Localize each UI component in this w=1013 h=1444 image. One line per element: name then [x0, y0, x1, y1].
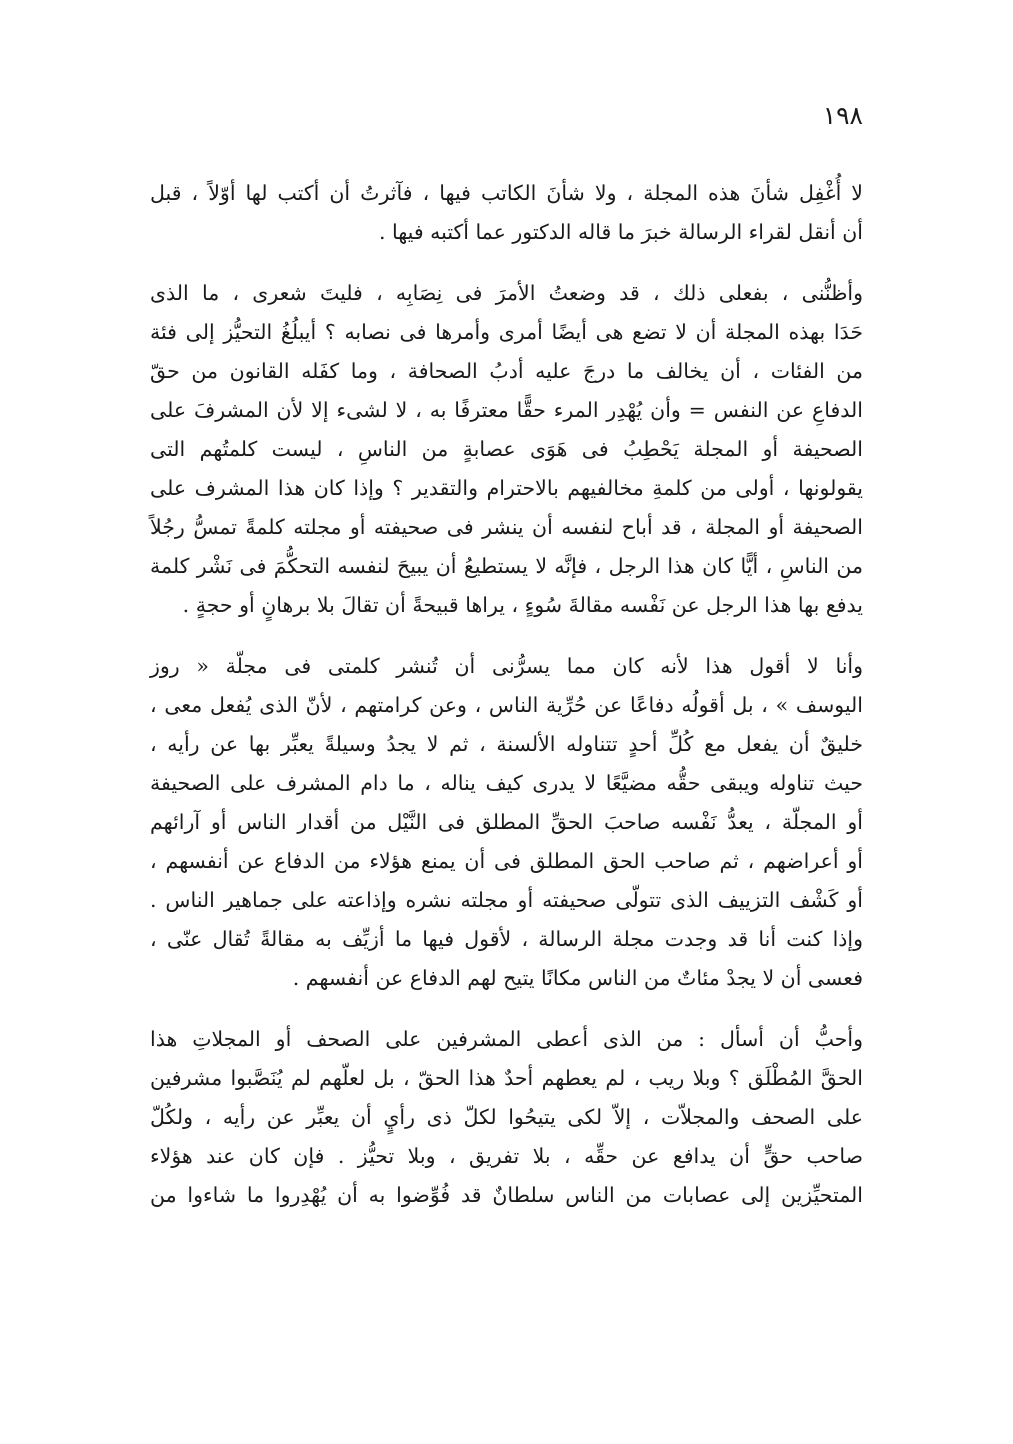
text-line: وأنا لا أقول هذا لأنه كان مما يسرُّنى أن تُنشر كلمتى فى مجلّة « روز: [150, 654, 863, 678]
text-line: أو المجلّة ، يعدُّ نَفْسه صاحبَ الحقِّ المطلق فى النَّيْل من أقدار الناس أو آرائهم: [150, 810, 863, 834]
text-line: لا أُغْفِل شأنَ هذه المجلة ، ولا شأنَ الكاتب فيها ، فآثرتُ أن أكتب لها أوّلاً ، قبل: [150, 181, 863, 205]
text-line: أو كَشْف التزييف الذى تتولّى صحيفته أو مجلته نشره وإذاعته على جماهير الناس .: [150, 888, 863, 912]
paragraph-2: [150, 274, 863, 625]
text-line: وأظنُّنى ، بفعلى ذلك ، قد وضعتُ الأمرَ فى نِصَابِه ، فليتَ شعرى ، ما الذى: [150, 281, 863, 305]
page-number: ١٩٨: [822, 101, 863, 130]
paragraph-4: [150, 1020, 863, 1215]
text-line: الدفاعِ عن النفس = وأن يُهْدِر المرء حقًّا معترفًا به ، لا لشىء إلا لأن المشرفَ على: [150, 398, 863, 422]
text-line: أن أنقل لقراء الرسالة خبرَ ما قاله الدكتور عما أكتبه فيها .: [378, 220, 863, 244]
text-line: يقولونها ، أولى من كلمةِ مخالفيهم بالاحترام والتقدير ؟ وإذا كان هذا المشرف على: [150, 476, 863, 500]
text-line: اليوسف » ، بل أقولُه دفاعًا عن حُرِّية الناس ، وعن كرامتهم ، لأنّ الذى يُفعل معى ،: [150, 693, 863, 717]
text-line: وأحبُّ أن أسأل : من الذى أعطى المشرفين على الصحف أو المجلاتِ هذا: [150, 1027, 863, 1051]
body-text: [150, 174, 863, 1237]
text-line: الصحيفة أو المجلة يَحْطِبُ فى هَوَى عصابةٍ من الناسِ ، ليست كلمتُهم التى: [150, 437, 863, 461]
text-line: فعسى أن لا يجدْ مئاتٌ من الناس مكانًا يتيح لهم الدفاع عن أنفسهم .: [292, 966, 863, 990]
paragraph-1: [150, 174, 863, 252]
paragraph-3: [150, 647, 863, 998]
text-line: المتحيِّزين إلى عصابات من الناس سلطانٌ قد فُوِّضوا به أن يُهْدِروا ما شاءوا من: [150, 1183, 863, 1207]
text-line: خليقٌ أن يفعل مع كُلِّ أحدٍ تتناوله الألسنة ، ثم لا يجدُ وسيلةً يعبِّر بها عن رأيه ،: [150, 732, 863, 756]
text-line: أو أعراضهم ، ثم صاحب الحق المطلق فى أن يمنع هؤلاء من الدفاع عن أنفسهم ،: [150, 849, 863, 873]
text-line: يدفع بها هذا الرجل عن نَفْسه مقالةَ سُوءٍ ، يراها قبيحةً أن تقالَ بلا برهانٍ أو حجةٍ .: [182, 593, 863, 617]
text-line: من الناسِ ، أيًّا كان هذا الرجل ، فإنَّه لا يستطيعُ أن يبيحَ لنفسه التحكُّمَ فى نَشْر كلمة: [150, 554, 863, 578]
text-line: حيث تناوله ويبقى حقُّه مضيَّعًا لا يدرى كيف يناله ، ما دام المشرف على الصحيفة: [150, 771, 863, 795]
text-line: الحقَّ المُطْلَق ؟ وبلا ريب ، لم يعطهم أحدٌ هذا الحقّ ، بل لعلّهم لم يُنَصَّبوا مشرفين: [150, 1066, 863, 1090]
text-line: صاحب حقٍّ أن يدافع عن حقِّه ، بلا تفريق ، وبلا تحيُّز . فإن كان عند هؤلاء: [150, 1144, 863, 1168]
text-line: حَدَا بهذه المجلة أن لا تضع هى أيضًا أمرى وأمرها فى نصابه ؟ أيبلُغُ التحيُّز إلى فئة: [150, 320, 863, 344]
text-line: وإذا كنت أنا قد وجدت مجلة الرسالة ، لأقول فيها ما أزيِّف به مقالةً تُقال عنّى ،: [150, 927, 863, 951]
text-line: من الفئات ، أن يخالف ما درجَ عليه أدبُ الصحافة ، وما كفَله القانون من حقّ: [150, 359, 863, 383]
text-line: الصحيفة أو المجلة ، قد أباح لنفسه أن ينشر فى صحيفته أو مجلته كلمةً تمسُّ رجُلاً: [150, 515, 863, 539]
text-line: على الصحف والمجلاّت ، إلاّ لكى يتيحُوا لكلّ ذى رأيٍ أن يعبِّر عن رأيه ، ولكُلّ: [150, 1105, 863, 1129]
